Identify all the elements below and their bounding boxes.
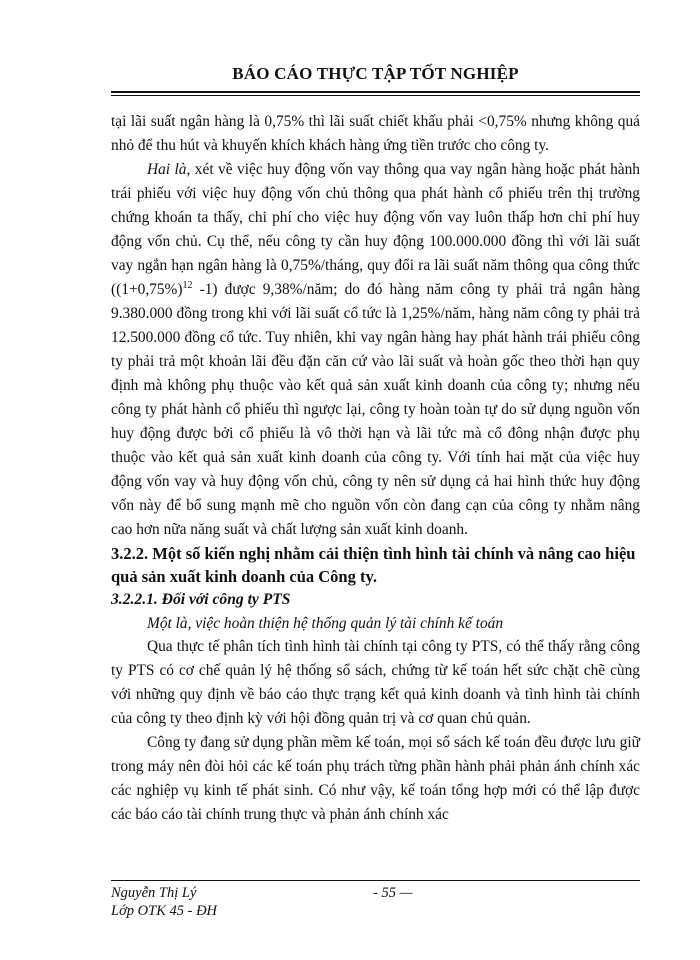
footer-page-number: - 55 — <box>373 885 413 901</box>
paragraph-3: Qua thực tế phân tích tình hình tài chính tại công ty PTS, có thể thấy rằng công ty PTS có cơ chế quản lý hệ thống sổ sách, chứng từ kế toán hết sức chặt chẽ cùng với những quy định về báo cáo thực trạng kết quả kinh doanh và tình hình tài chính của công ty theo định kỳ với hội đồng quản trị và cơ quan chủ quản. <box>111 638 640 727</box>
footer-author: Nguyễn Thị Lý <box>111 885 197 901</box>
paragraph-2-text-b: -1) được 9,38%/năm; do đó hàng năm công ty phải trả ngân hàng 9.380.000 đồng trong khi với lãi suất cổ tức là 1,25%/năm, hàng năm công ty phải trả 12.500.000 đồng cổ tức. Tuy nhiên, khi vay ngân hàng hay phát hành trái phiếu công ty phải trả một khoản lãi đều đặn căn cứ vào lãi suất và hoàn gốc theo thời hạn quy định mà không phụ thuộc vào kết quả sản xuất kinh doanh của công ty; nhưng nếu công ty phát hành cổ phiếu thì ngược lại, công ty hoàn toàn tự do sử dụng nguồn vốn huy động được bởi cổ phiếu là vô thời hạn và lãi tức mà cổ đông nhận được phụ thuộc vào kết quả sản xuất kinh doanh của công ty. Với tính hai mặt của việc huy động vốn vay và huy động vốn chủ, công ty nên sử dụng cả hai hình thức huy động vốn này để bổ sung mạnh mẽ cho nguồn vốn còn đang cạn của công ty nhằm nâng cao hơn nữa năng suất và chất lượng sản xuất kinh doanh. <box>111 281 640 538</box>
paragraph-4: Công ty đang sử dụng phần mềm kế toán, mọi sổ sách kế toán đều được lưu giữ trong máy nên đòi hỏi các kế toán phụ trách từng phần hành phải phản ánh chính xác các nghiệp vụ kinh tế phát sinh. Có như vậy, kế toán tổng hợp mới có thể lập được các báo cáo tài chính trung thực và phản ánh chính xác <box>111 734 640 823</box>
header-rule-thick <box>111 91 640 93</box>
footer-rule <box>111 880 640 881</box>
exponent: 12 <box>182 279 193 291</box>
header-rule-thin <box>111 95 640 96</box>
subsection-heading-3-2-2-1: 3.2.2.1. Đối với công ty PTS <box>111 591 291 608</box>
section-heading-3-2-2: 3.2.2. Một số kiến nghị nhằm cải thiện tình hình tài chính và nâng cao hiệu quả sản xuất kinh doanh của Công ty. <box>111 544 636 586</box>
paragraph-2-lead: Hai là <box>147 161 187 178</box>
page-body <box>111 110 640 827</box>
paragraph-1: tại lãi suất ngân hàng là 0,75% thì lãi suất chiết khấu phải <0,75% nhưng không quá nhỏ để thu hút và khuyến khích khách hàng ứng tiền trước cho công ty. <box>111 113 640 154</box>
paragraph-2 <box>111 158 640 542</box>
subheading-mot-la: Một là, việc hoàn thiện hệ thống quản lý tài chính kế toán <box>147 615 504 632</box>
footer-class: Lớp OTK 45 - ĐH <box>111 903 218 919</box>
paragraph-2-text-a: , xét về việc huy động vốn vay thông qua vay ngân hàng hoặc phát hành trái phiếu với việc huy động vốn chủ thông qua phát hành cổ phiếu trên thị trường chứng khoán ta thấy, chi phí cho việc huy động vốn vay luôn thấp hơn chi phí huy động vốn chủ. Cụ thể, nếu công ty cần huy động 100.000.000 đồng thì với lãi suất vay ngắn hạn ngân hàng là 0,75%/tháng, quy đổi ra lãi suất năm thông qua công thức ((1+0,75%) <box>111 161 640 298</box>
page-header-title: BÁO CÁO THỰC TẬP TỐT NGHIỆP <box>232 64 519 83</box>
